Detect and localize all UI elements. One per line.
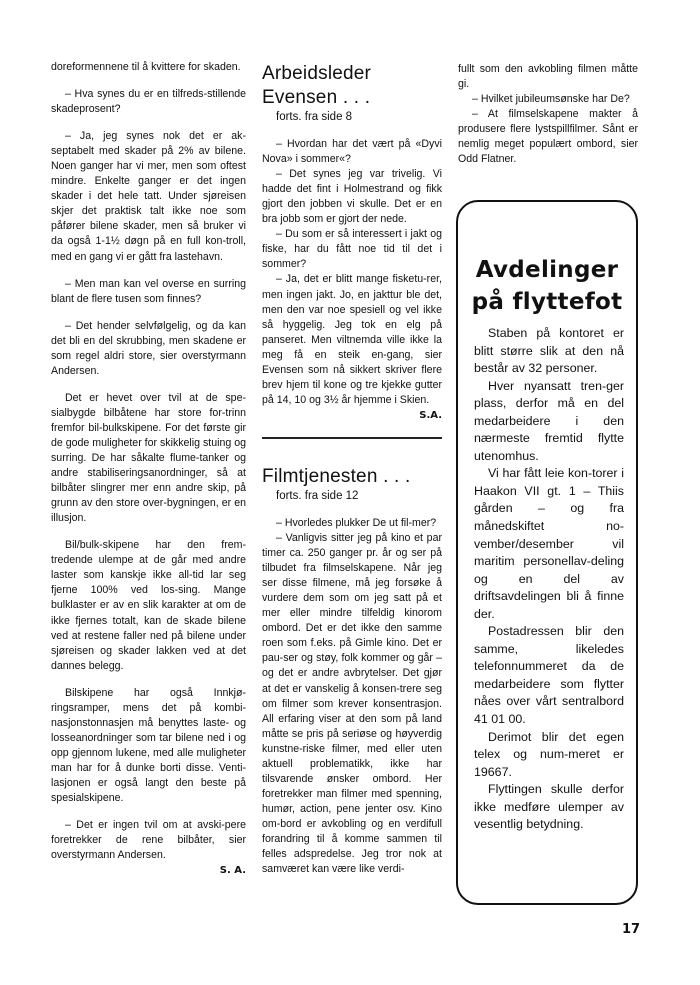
notice-title xyxy=(458,254,636,318)
paragraph: – Hvilket jubileumsønske har De? xyxy=(472,93,630,106)
article-column-2 xyxy=(262,62,442,877)
paragraph: – Vanligvis sitter jeg på kino et par timer ca. 250 ganger pr. år og ser på tilbudet fra filmselskapene. Når jeg ser disse filmene, må jeg forsøke å vurdere dem som om jeg satt på et mer eller mindre tilfeldig kinorom ombord. Det er det ikke den samme roen som f.eks. på Gimle kino. Det er pau-ser og støy, folk kommer og går –og det er andre avbrytelser. Det gjør at det er vanskelig å konsen-trere seg om filmer som krever konsentrasjon. All erfaring viser at den som på land måtte se pris på seriøse og høyverdig kunstne-riske filmer, med eller uten aktuell problematikk, ikke har tilsvarende ønsker ombord. Her foretrekker man filmer med spenning, humør, action, pene jenter osv. Kino om-bord er avkobling og en verdifull forandring til å komme sammen til felles adspredelse. Jeg tror nok at samværet kan være like verdi- xyxy=(262,532,442,876)
paragraph: – Det hender selvfølgelig, og da kan det bli en del skrubbing, men skadene er som regel aldri store, sier overstyrmann Andersen. xyxy=(51,319,246,377)
paragraph: – At filmselskapene makter å produsere flere lystspillfilmer. Sånt er nemlig meget populært ombord, sier Odd Flatner. xyxy=(458,108,638,166)
paragraph: Postadressen blir den samme, likeledes telefonnummeret da de medarbeidere som flytter nåes over vårt sentralbord 41 01 00. xyxy=(474,624,624,727)
notice-body xyxy=(474,325,624,834)
headline-filmtjenesten: Filmtjenesten . . . xyxy=(262,465,411,487)
article-column-3 xyxy=(458,62,638,167)
notice-title-line1: Avdelinger xyxy=(475,257,619,283)
paragraph: Staben på kontoret er blitt større slik at den nå består av 32 personer. xyxy=(474,326,624,376)
notice-title-line2: på flyttefot xyxy=(471,289,623,315)
continuation-note: forts. fra side 8 xyxy=(276,111,353,123)
signature: S.A. xyxy=(419,409,442,421)
article-column-1 xyxy=(51,60,246,890)
signature: S. A. xyxy=(219,865,246,877)
headline-arbeidsleder-line2: Evensen . . . xyxy=(262,87,371,108)
paragraph: – Men man kan vel overse en surring blant de flere tusen som finnes? xyxy=(51,277,246,305)
notice-box xyxy=(456,200,638,905)
paragraph: Flyttingen skulle derfor ikke medføre ulemper av vesentlig betydning. xyxy=(474,782,624,832)
paragraph: – Hva synes du er en tilfreds-stillende skadeprosent? xyxy=(51,88,246,116)
paragraph: Bil/bulk-skipene har den frem-tredende ulempe at de går med andre laster som kanskje ikke all-tid lar seg fjerne 100% ved los-sing. Mange bulklaster er av en slik karakter at om de ikke fjernes totalt, kan de skade bilene ved at restene faller ned på bilene under sjøreisen og skader lakken ved at det dannes belegg. xyxy=(51,539,246,672)
paragraph: – Det er ingen tvil om at avski-pere foretrekker de rene bilbåter, sier overstyrmann Andersen. xyxy=(51,819,246,862)
paragraph: – Hvordan har det vært på «Dyvi Nova» i sommer«? xyxy=(262,138,442,166)
paragraph: – Det synes jeg var trivelig. Vi hadde det fint i Holmestrand og fikk gjort den jobben vi skulle. Det er en bra jobb som er gjort der nede. xyxy=(262,168,442,226)
headline-arbeidsleder-line1: Arbeidsleder xyxy=(262,63,372,84)
paragraph: Vi har fått leie kon-torer i Haakon VII gt. 1 – Thiis gården – og fra månedskiftet no-vember/desember vil maritim personellav-deling og en del av driftsavdelingen bli å finne der. xyxy=(474,466,624,621)
page-number: 17 xyxy=(622,922,641,937)
paragraph: Bilskipene har også Innkjø-ringsramper, mens det på kombi-nasjonstonnasjen må benyttes laste- og losseanordninger som tar bilene ned i og opp gjennom lukene, med alle muligheter man har for å dunke borti disse. Venti-lasjonen er også langt den beste på spesialskipene. xyxy=(51,686,246,805)
paragraph: Hver nyansatt tren-ger plass, derfor må en del medarbeidere i den nærmeste fremtid flytte utenomhus. xyxy=(474,378,624,463)
paragraph: Det er hevet over tvil at de spe-sialbygde bilbåtene har store for-trinn fremfor bil-bulkskipene. For det første gir de gode muligheter for skikkelig stuing og surring. De har såkalte flume-tanker og andre stabiliseringsanordninger, så at bilbåter slingrer mer enn andre skip, på grunn av den store over-bygningen, er en illusjon. xyxy=(51,391,246,525)
section-divider xyxy=(262,437,442,439)
paragraph: – Ja, jeg synes nok det er ak-septabelt med skader på 2% av bilene. Noen ganger har vi mer, men som oftest mindre. Enkelte ganger er det ingen skader i det hele tatt. Under sjøreisen skjer det praktisk talt ikke noe som påfører bilene skader, men så bruker vi da også 1-1½ døgn på en full kon-troll, med en gang vi er gått fra lastehavn. xyxy=(51,130,246,263)
paragraph: – Du som er så interessert i jakt og fiske, har du fått noe tid til det i sommer? xyxy=(262,228,442,271)
paragraph: – Ja, det er blitt mange fisketu-rer, men ingen jakt. Jo, en jakttur ble det, men den var noe spesiell og vel ikke så hyggelig. Jeg tok en elg på panseret. Men viltnemda ville ikke la meg få en steik en-gang, sier Evensen som nå sikkert skriver flere brev hjem til kone og tre kjekke gutter på 14, 10 og 3½ år hjemme i Skien. xyxy=(262,273,442,406)
paragraph: – Hvorledes plukker De ut fil-mer? xyxy=(276,516,437,529)
paragraph: fullt som den avkobling filmen måtte gi. xyxy=(458,63,638,91)
paragraph: Derimot blir det egen telex og num-meret er 19667. xyxy=(474,729,624,779)
paragraph: doreformennene til å kvittere for skaden. xyxy=(51,61,241,73)
continuation-note: forts. fra side 12 xyxy=(276,489,359,502)
